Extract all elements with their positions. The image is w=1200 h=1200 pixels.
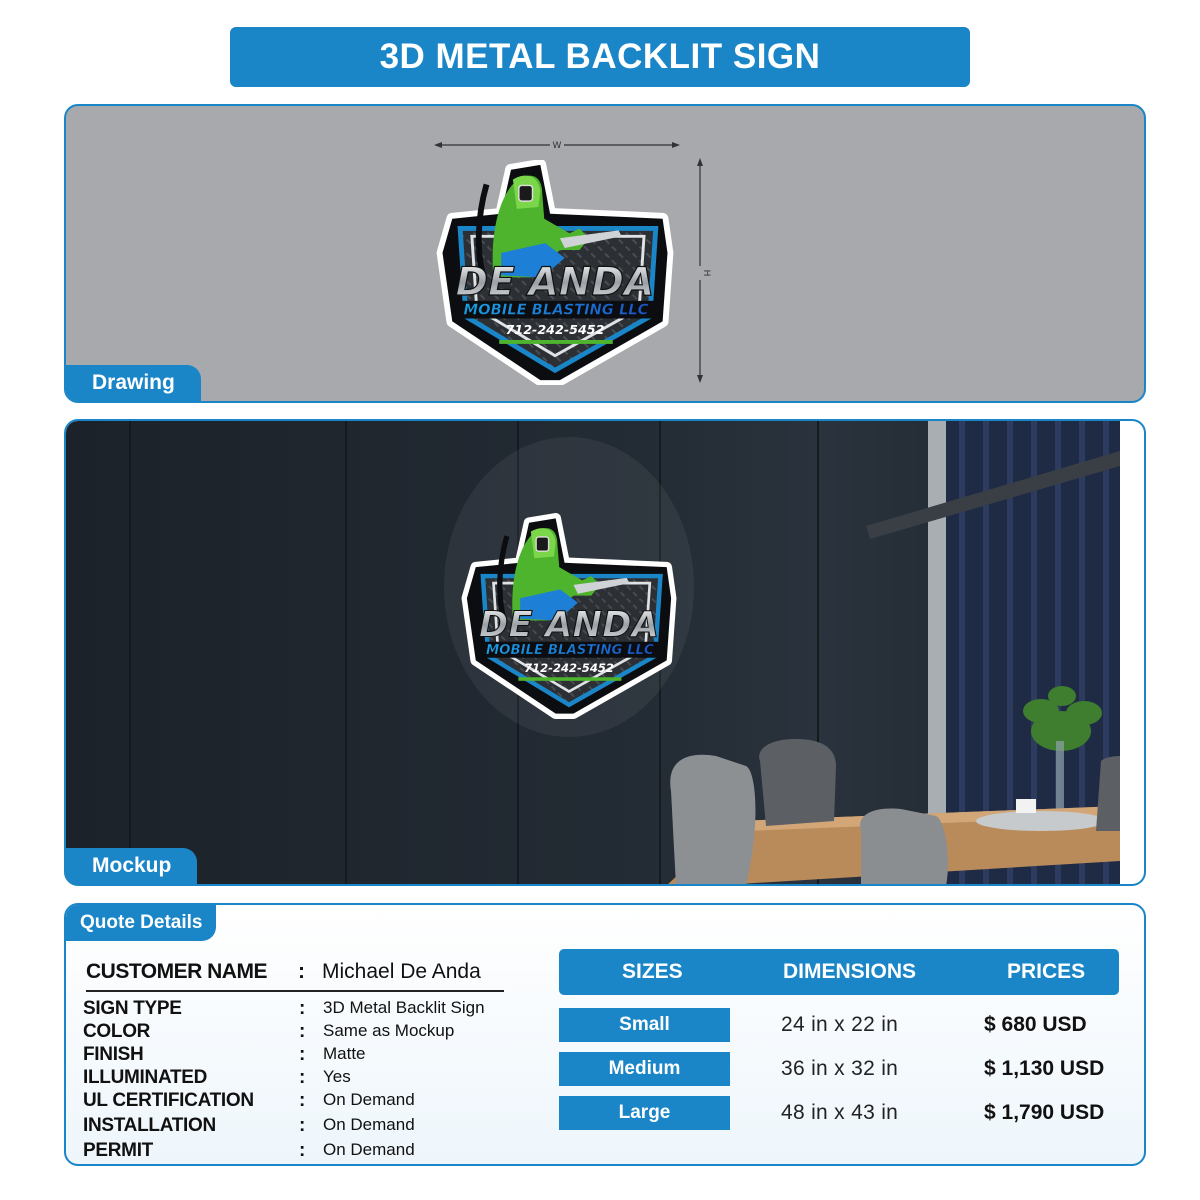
spec-value: Yes — [323, 1067, 351, 1086]
customer-name-value: Michael De Anda — [322, 960, 481, 983]
spec-label: ILLUMINATED — [83, 1067, 208, 1088]
spec-colon: : — [299, 1067, 306, 1088]
width-label: W — [552, 141, 562, 151]
drawing-tab: Drawing — [66, 365, 201, 401]
spec-row-permit — [83, 1140, 503, 1162]
dimensions-large: 48 in x 43 in — [781, 1101, 899, 1124]
price-small: $ 680 USD — [984, 1013, 1087, 1036]
spec-label: UL CERTIFICATION — [83, 1090, 254, 1111]
customer-name-colon: : — [298, 960, 305, 983]
spec-colon: : — [299, 1090, 306, 1111]
spec-value: On Demand — [323, 1115, 415, 1134]
mockup-panel — [64, 419, 1146, 886]
dimensions-medium: 36 in x 32 in — [781, 1057, 899, 1080]
spec-value: Matte — [323, 1044, 366, 1063]
spec-label: COLOR — [83, 1021, 151, 1042]
spec-row-illuminated — [83, 1067, 503, 1089]
spec-colon: : — [299, 1044, 306, 1065]
spec-colon: : — [299, 998, 306, 1019]
drawing-canvas — [66, 106, 1146, 403]
spec-label: SIGN TYPE — [83, 998, 182, 1019]
pricing-header — [559, 949, 1119, 995]
spec-colon: : — [299, 1021, 306, 1042]
page-title: 3D METAL BACKLIT SIGN — [230, 27, 970, 87]
prices-header: PRICES — [1007, 960, 1086, 983]
spec-label: PERMIT — [83, 1140, 153, 1161]
spec-colon: : — [299, 1115, 306, 1136]
size-medium-button[interactable]: Medium — [559, 1052, 730, 1086]
dimensions-small: 24 in x 22 in — [781, 1013, 899, 1036]
price-medium: $ 1,130 USD — [984, 1057, 1105, 1080]
quote-panel — [64, 903, 1146, 1166]
mockup-tab: Mockup — [66, 848, 197, 884]
drawing-logo — [443, 165, 668, 380]
spec-value: On Demand — [323, 1090, 415, 1109]
mockup-room-image — [66, 421, 1120, 886]
dimensions-header: DIMENSIONS — [783, 960, 917, 983]
spec-row-ul-certification — [83, 1090, 503, 1112]
drawing-panel — [64, 104, 1146, 403]
spec-label: INSTALLATION — [83, 1115, 216, 1136]
height-label: H — [701, 269, 711, 277]
spec-row-finish — [83, 1044, 503, 1066]
customer-name-row — [86, 960, 504, 992]
spec-row-sign-type — [83, 998, 503, 1020]
sizes-header: SIZES — [622, 960, 683, 983]
customer-name-label: CUSTOMER NAME — [86, 960, 267, 983]
quote-tab: Quote Details — [66, 905, 216, 941]
spec-row-installation — [83, 1115, 503, 1137]
size-large-button[interactable]: Large — [559, 1096, 730, 1130]
spec-colon: : — [299, 1140, 306, 1161]
spec-value: 3D Metal Backlit Sign — [323, 998, 485, 1017]
spec-row-color — [83, 1021, 503, 1043]
spec-value: On Demand — [323, 1140, 415, 1159]
spec-label: FINISH — [83, 1044, 144, 1065]
price-large: $ 1,790 USD — [984, 1101, 1105, 1124]
spec-value: Same as Mockup — [323, 1021, 455, 1040]
size-small-button[interactable]: Small — [559, 1008, 730, 1042]
